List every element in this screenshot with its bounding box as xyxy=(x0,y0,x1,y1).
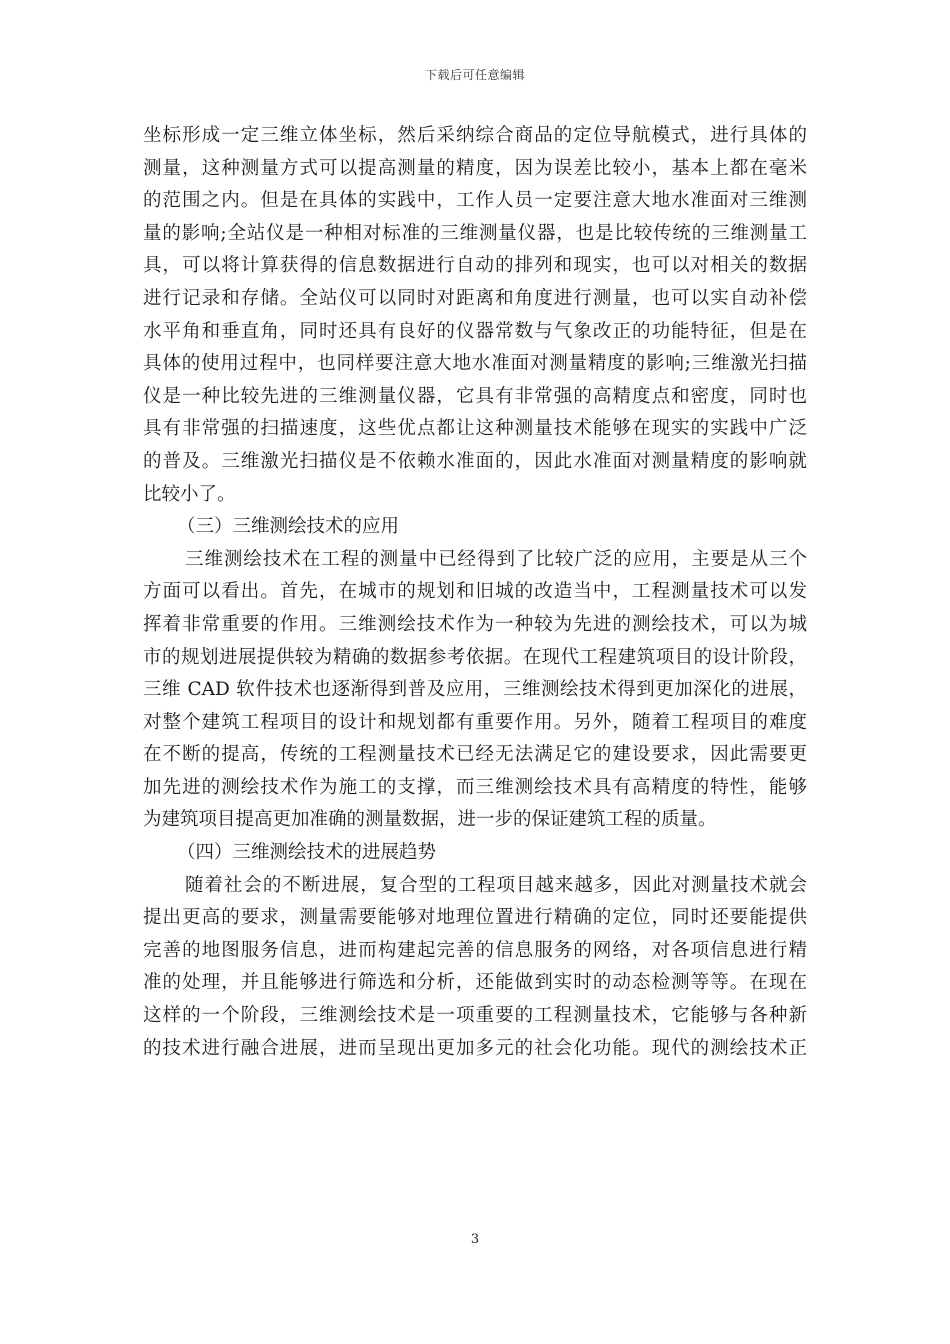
paragraph-1 xyxy=(143,120,807,511)
text-line: 进行记录和存储。全站仪可以同时对距离和角度进行测量，也可以实自动补偿 xyxy=(143,287,807,309)
text-line: 为建筑项目提高更加准确的测量数据，进一步的保证建筑工程的质量。 xyxy=(143,809,717,831)
text-line: 提出更高的要求，测量需要能够对地理位置进行精确的定位，同时还要能提供 xyxy=(143,907,807,929)
text-line: 坐标形成一定三维立体坐标，然后采纳综合商品的定位导航模式，进行具体的 xyxy=(143,125,807,146)
text-line: 三维测绘技术在工程的测量中已经得到了比较广泛的应用，主要是从三个 xyxy=(185,548,807,570)
text-line: 加先进的测绘技术作为施工的支撑，而三维测绘技术具有高精度的特性，能够 xyxy=(143,776,807,798)
page-number: 3 xyxy=(470,1232,480,1247)
text-line: 量的影响;全站仪是一种相对标准的三维测量仪器，也是比较传统的三维测量工 xyxy=(143,222,807,244)
text-line: 在不断的提高，传统的工程测量技术已经无法满足它的建设要求，因此需要更 xyxy=(143,744,807,766)
paragraph-section-4 xyxy=(143,870,807,1066)
text-line: 水平角和垂直角，同时还具有良好的仪器常数与气象改正的功能特征，但是在 xyxy=(143,320,807,342)
text-line: 完善的地图服务信息，进而构建起完善的信息服务的网络，对各项信息进行精 xyxy=(143,939,807,961)
text-line: 三维 CAD 软件技术也逐渐得到普及应用，三维测绘技术得到更加深化的进展， xyxy=(143,679,807,701)
text-line: 仪是一种比较先进的三维测量仪器，它具有非常强的高精度点和密度，同时也 xyxy=(143,385,807,407)
text-line: 的范围之内。但是在具体的实践中，工作人员一定要注意大地水准面对三维测 xyxy=(143,190,807,212)
section-heading-4: （四）三维测绘技术的进展趋势 xyxy=(177,842,437,864)
text-line: 比较小了。 xyxy=(143,483,236,505)
paragraph-section-3 xyxy=(143,544,807,837)
text-line: 具，可以将计算获得的信息数据进行自动的排列和现实，也可以对相关的数据 xyxy=(143,255,807,277)
page-header: 下载后可任意编辑 xyxy=(424,68,525,82)
text-line: 对整个建筑工程项目的设计和规划都有重要作用。另外，随着工程项目的难度 xyxy=(143,711,807,733)
text-line: 的普及。三维激光扫描仪是不依赖水准面的，因此水准面对测量精度的影响就 xyxy=(143,450,807,472)
text-line: 具有非常强的扫描速度，这些优点都让这种测量技术能够在现实的实践中广泛 xyxy=(143,418,807,440)
text-line: 测量，这种测量方式可以提高测量的精度，因为误差比较小，基本上都在毫米 xyxy=(143,157,807,179)
text-line: 这样的一个阶段，三维测绘技术是一项重要的工程测量技术，它能够与各种新 xyxy=(143,1005,807,1027)
text-line: 方面可以看出。首先，在城市的规划和旧城的改造当中，工程测量技术可以发 xyxy=(143,581,807,603)
section-heading-3: （三）三维测绘技术的应用 xyxy=(177,516,400,538)
text-line: 准的处理，并且能够进行筛选和分析，还能做到实时的动态检测等等。在现在 xyxy=(143,972,807,994)
text-line: 挥着非常重要的作用。三维测绘技术作为一种较为先进的测绘技术，可以为城 xyxy=(143,613,807,635)
text-line: 市的规划进展提供较为精确的数据参考依据。在现代工程建筑项目的设计阶段， xyxy=(143,646,807,668)
document-body xyxy=(143,120,807,1065)
text-line: 的技术进行融合进展，进而呈现出更加多元的社会化功能。现代的测绘技术正 xyxy=(143,1037,807,1059)
text-line: 具体的使用过程中，也同样要注意大地水准面对测量精度的影响;三维激光扫描 xyxy=(143,353,807,375)
text-line: 随着社会的不断进展，复合型的工程项目越来越多，因此对测量技术就会 xyxy=(185,874,807,896)
